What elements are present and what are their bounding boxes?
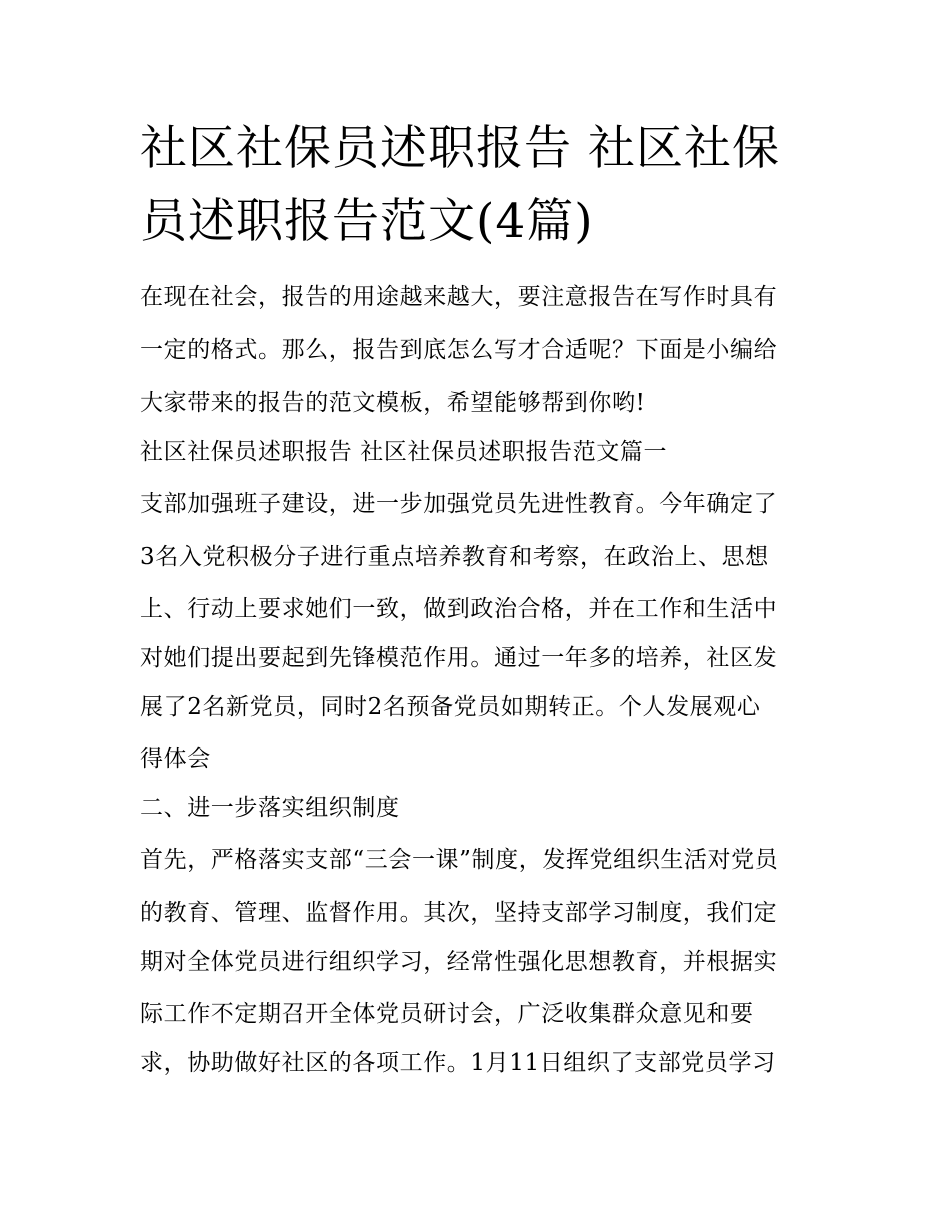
section-heading: 社区社保员述职报告 社区社保员述职报告范文篇一 <box>140 439 668 465</box>
paragraph-line: 首先，严格落实支部“三会一课”制度，发挥党组织生活对党员 <box>140 847 779 873</box>
paragraph-line: 支部加强班子建设，进一步加强党员先进性教育。今年确定了 <box>140 491 778 517</box>
paragraph-line: 3名入党积极分子进行重点培养教育和考察，在政治上、思想 <box>140 544 769 570</box>
document-title: 社区社保员述职报告 社区社保员述职报告范文(4篇) <box>140 121 780 249</box>
paragraph-line: 期对全体党员进行组织学习，经常性强化思想教育，并根据实 <box>140 949 778 975</box>
paragraph-line: 上、行动上要求她们一致，做到政治合格，并在工作和生活中 <box>140 596 778 622</box>
paragraph-line: 对她们提出要起到先锋模范作用。通过一年多的培养，社区发 <box>140 645 778 671</box>
paragraph-line: 际工作不定期召开全体党员研讨会，广泛收集群众意见和要 <box>140 1001 754 1027</box>
paragraph-line: 一定的格式。那么，报告到底怎么写才合适呢？下面是小编给 <box>140 337 778 363</box>
paragraph-line: 的教育、管理、监督作用。其次，坚持支部学习制度，我们定 <box>140 900 778 926</box>
paragraph-line: 得体会 <box>140 746 211 772</box>
paragraph-line: 在现在社会，报告的用途越来越大，要注意报告在写作时具有 <box>140 284 778 310</box>
paragraph-line: 大家带来的报告的范文模板，希望能够帮到你哟! <box>140 390 646 416</box>
paragraph-line: 求，协助做好社区的各项工作。1月11日组织了支部党员学习 <box>140 1050 776 1076</box>
paragraph-line: 展了2名新党员，同时2名预备党员如期转正。个人发展观心 <box>140 694 761 720</box>
section-heading: 二、进一步落实组织制度 <box>140 795 400 821</box>
